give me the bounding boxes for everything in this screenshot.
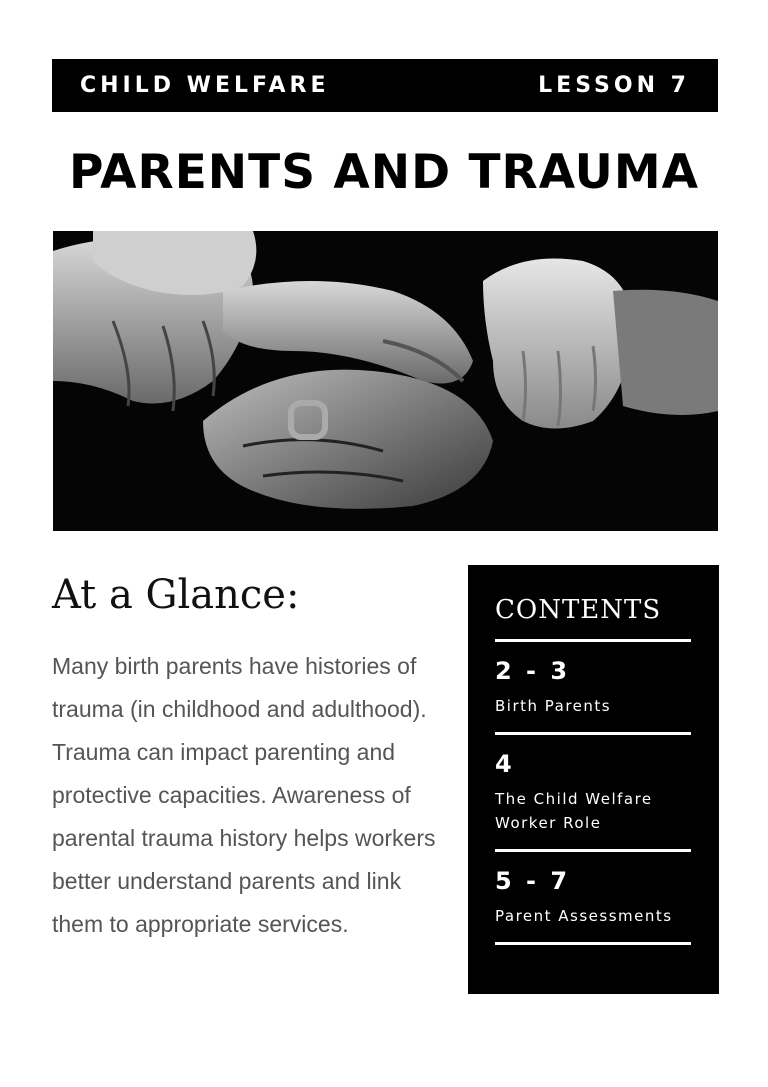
divider <box>495 942 691 945</box>
contents-title: CONTENTS <box>495 595 662 625</box>
contents-entry <box>495 735 692 849</box>
entry-label: Parent Assessments <box>495 907 673 925</box>
header-bar <box>52 59 718 112</box>
entry-pages: 4 <box>495 750 515 778</box>
page-title: PARENTS AND TRAUMA <box>69 145 699 200</box>
contents-entry <box>495 642 692 732</box>
contents-panel <box>468 565 719 994</box>
entry-pages: 2 - 3 <box>495 657 571 685</box>
lesson-label: LESSON 7 <box>538 73 690 98</box>
entry-label: The Child Welfare Worker Role <box>495 790 653 832</box>
category-label: CHILD WELFARE <box>80 73 330 98</box>
contents-entry <box>495 852 692 942</box>
entry-pages: 5 - 7 <box>495 867 571 895</box>
hero-image-clasped-hands <box>53 231 718 531</box>
entry-label: Birth Parents <box>495 697 612 715</box>
glance-body-text: Many birth parents have histories of trauma (in childhood and adulthood). Trauma can impact parenting and protective capacities. Awareness of parental trauma history helps workers better understand parents and link them to appropriate services. <box>52 653 436 937</box>
glance-heading: At a Glance: <box>52 572 300 618</box>
